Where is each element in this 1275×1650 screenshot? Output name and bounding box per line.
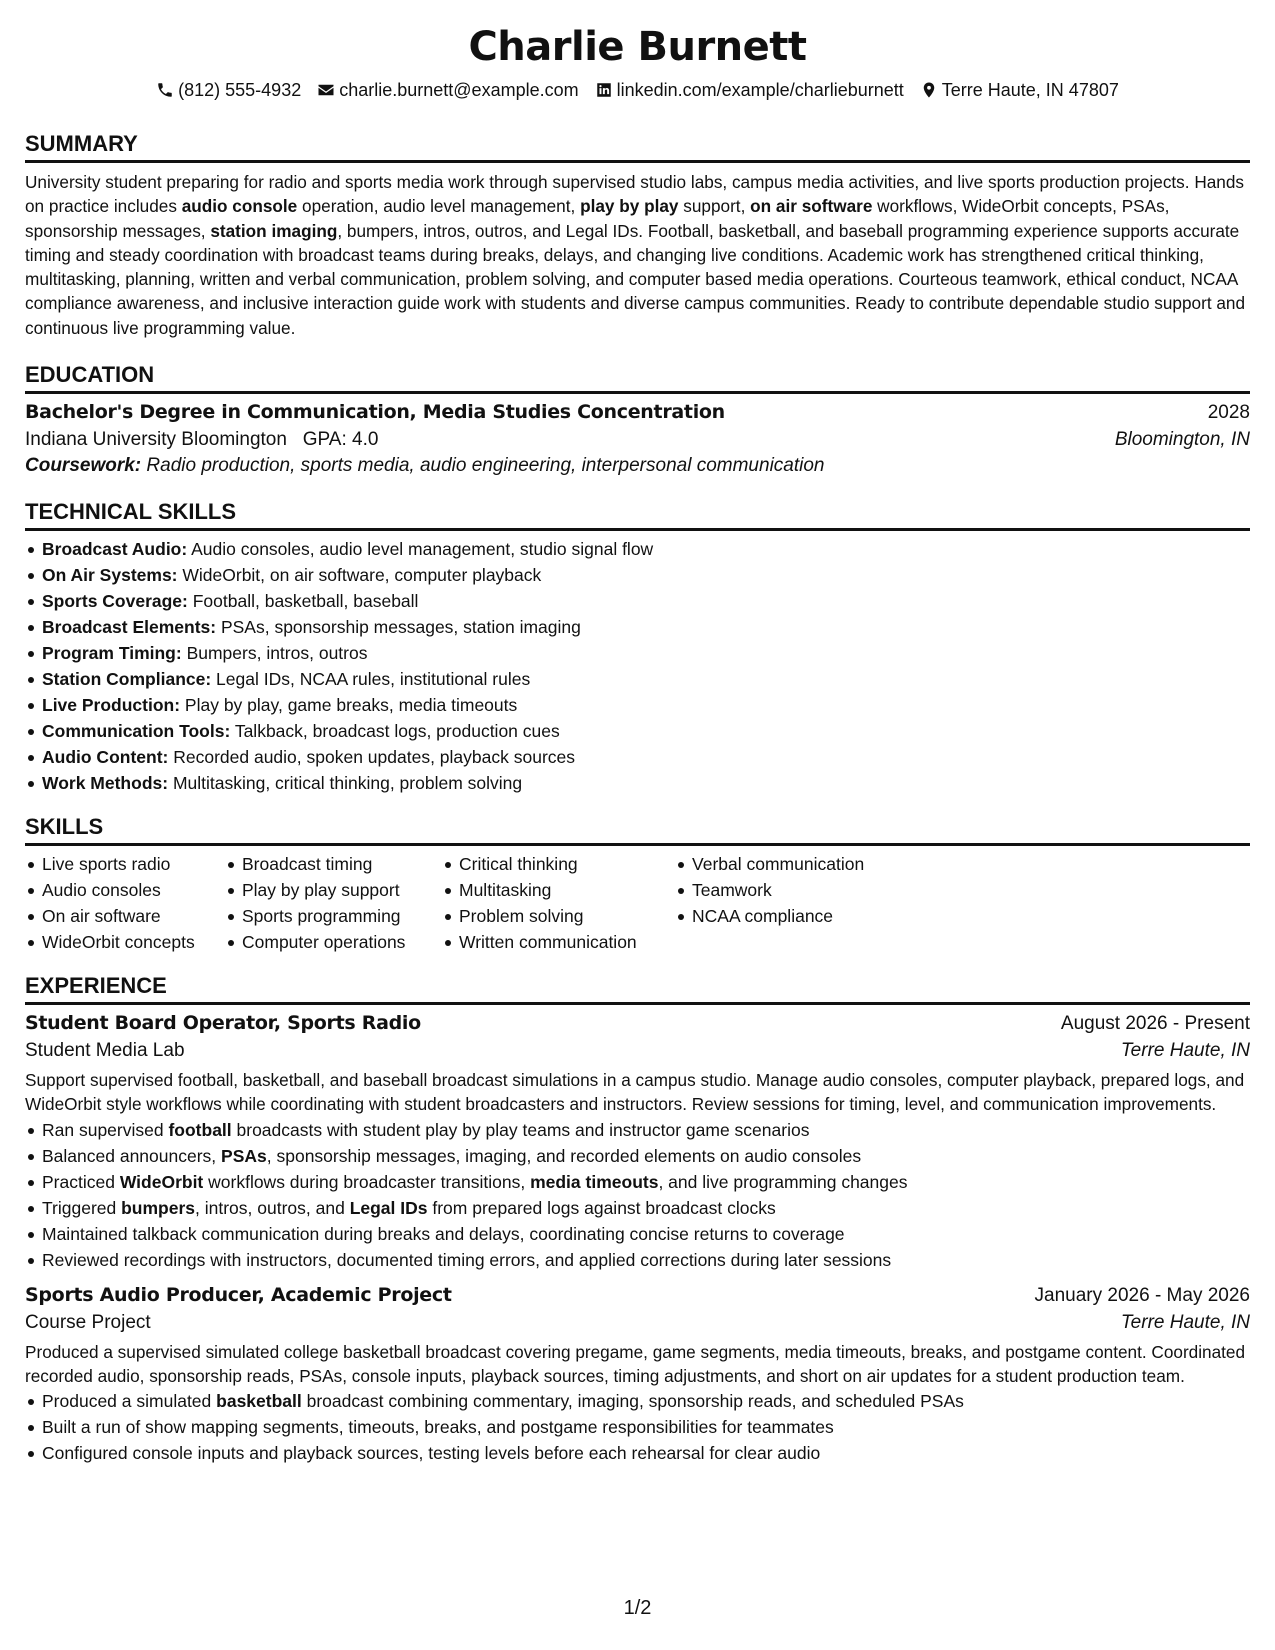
candidate-name: Charlie Burnett [468,24,807,70]
linkedin-link[interactable]: linkedin.com/example/charlieburnett [616,80,904,100]
bold-text: bumpers [121,1197,196,1218]
text-run: broadcast combining commentary, imaging, sponsorship reads, and scheduled PSAs [301,1391,964,1412]
bold-text: station imaging [210,220,338,241]
text-run: broadcasts with student play by play teams and instructor game scenarios [231,1119,810,1140]
bold-text: PSAs [221,1145,267,1166]
degree-title: Bachelor's Degree in Communication, Media Studies Concentration [25,401,725,424]
phone-icon [156,81,174,99]
job-bullet [25,1247,1250,1273]
contact-location [920,78,1119,102]
contact-linkedin[interactable] [595,78,904,102]
location-text: Terre Haute, IN 47807 [941,80,1119,100]
contact-bar [25,78,1250,102]
bold-text: football [168,1119,232,1140]
technical-skill-item [25,614,1250,640]
email-link[interactable]: charlie.burnett@example.com [339,80,579,100]
coursework-text: Radio production, sports media, audio engineering, interpersonal communication [146,455,825,477]
job-dates: August 2026 - Present [1060,1013,1250,1035]
job-location: Terre Haute, IN [1120,1311,1250,1333]
skill-item: Computer operations [225,929,442,955]
skill-item: NCAA compliance [675,903,935,929]
text-run: Built a run of show mapping segments, timeouts, breaks, and postgame responsibilities for teammates [42,1417,834,1438]
skill-text: Recorded audio, spoken updates, playback sources [168,747,576,768]
text-run: workflows, WideOrbit concepts, PSAs, sponsorship messages, [25,196,1170,241]
skill-item: Live sports radio [25,851,225,877]
skill-item: Broadcast timing [225,851,442,877]
skill-text: WideOrbit, on air software, computer playback [177,565,542,586]
text-run: Produced a simulated [42,1391,217,1412]
technical-skill-item [25,666,1250,692]
skill-text: Legal IDs, NCAA rules, institutional rules [211,669,531,690]
skill-item: Written communication [442,929,675,955]
skill-item: Play by play support [225,877,442,903]
technical-skill-item [25,744,1250,770]
coursework [25,455,1250,477]
job-bullet [25,1117,1250,1143]
skill-item: Audio consoles [25,877,225,903]
education-entry [25,401,1250,477]
technical-skill-item [25,770,1250,796]
skill-label: Work Methods: [42,773,169,794]
text-run: , and live programming changes [658,1171,908,1192]
technical-skills-heading: TECHNICAL SKILLS [25,497,1250,531]
summary-heading: SUMMARY [25,129,1250,163]
bold-text: play by play [580,196,679,217]
job-bullet [25,1195,1250,1221]
technical-skill-item [25,640,1250,666]
text-run: , bumpers, intros, outros, and Legal IDs. Football, basketball, and baseball programming experience supports accurate timing and steady coordination with broadcast teams during breaks, delays, and changing live conditions. Academic work has strengthened critical thinking, multitasking, planning, written and verbal communication, problem solving, and computer based media operations. Courteous teamwork, ethical conduct, NCAA compliance awareness, and inclusive interaction guide work with students and diverse campus communities. Ready to contribute dependable studio support and continuous live programming value. [25,220,1246,338]
education-heading: EDUCATION [25,360,1250,394]
skill-item: Multitasking [442,877,675,903]
job-bullet [25,1440,1250,1466]
school-location: Bloomington, IN [1114,429,1250,451]
skill-text: PSAs, sponsorship messages, station imaging [216,617,581,638]
skill-item: WideOrbit concepts [25,929,225,955]
school-name [25,429,378,451]
technical-skill-item [25,588,1250,614]
skill-label: Live Production: [42,695,181,716]
skill-text: Play by play, game breaks, media timeouts [180,695,518,716]
skill-label: Broadcast Elements: [42,617,217,638]
job-description: Support supervised football, basketball, and baseball broadcast simulations in a campus studio. Manage audio consoles, computer playback, prepared logs, and WideOrbit style workflows while coordinating with student broadcasters and instructors. Review sessions for timing, level, and communication improvements. [25,1070,1245,1115]
bold-text: on air software [750,196,873,217]
contact-email[interactable] [317,78,578,102]
experience-heading: EXPERIENCE [25,971,1250,1005]
technical-skills-list [25,536,1250,796]
skill-item: On air software [25,903,225,929]
school-text: Indiana University Bloomington [25,429,287,451]
skill-item: Problem solving [442,903,675,929]
job-entry [25,1012,1250,1273]
bold-text: media timeouts [530,1171,659,1192]
phone-text: (812) 555-4932 [178,80,302,100]
text-run: University student preparing for radio and sports media work through supervised studio labs, campus media activities, and live sports production projects. Hands on practice includes [25,172,1245,217]
skills-column [25,851,225,955]
contact-phone [156,78,301,102]
gpa-text: GPA: 4.0 [302,429,379,451]
technical-skill-item [25,692,1250,718]
job-bullets [25,1388,1250,1466]
text-run: support, [678,196,751,217]
skill-label: Station Compliance: [42,669,212,690]
job-bullet [25,1414,1250,1440]
text-run: Balanced announcers, [42,1145,222,1166]
job-bullet [25,1143,1250,1169]
skill-label: Audio Content: [42,747,169,768]
map-pin-icon [920,81,938,99]
job-title: Sports Audio Producer, Academic Project [25,1283,452,1306]
skill-item: Critical thinking [442,851,675,877]
coursework-label: Coursework: [25,455,142,477]
skills-column [225,851,442,955]
job-entry [25,1284,1250,1467]
text-run: from prepared logs against broadcast clocks [427,1197,776,1218]
graduation-year: 2028 [1207,402,1250,424]
technical-skill-item [25,562,1250,588]
job-location: Terre Haute, IN [1120,1040,1250,1062]
skills-grid [25,851,1250,955]
skill-label: Broadcast Audio: [42,539,188,560]
skill-text: Talkback, broadcast logs, production cues [230,721,560,742]
skills-column [675,851,935,955]
bold-text: audio console [181,196,298,217]
text-run: Practiced [42,1171,120,1192]
text-run: Ran supervised [42,1119,169,1140]
job-title: Student Board Operator, Sports Radio [25,1012,421,1035]
technical-skill-item [25,718,1250,744]
text-run: , sponsorship messages, imaging, and recorded elements on audio consoles [266,1145,862,1166]
skill-label: Program Timing: [42,643,182,664]
job-bullet [25,1221,1250,1247]
skill-item: Verbal communication [675,851,935,877]
skill-item: Sports programming [225,903,442,929]
bold-text: Legal IDs [349,1197,428,1218]
skill-text: Bumpers, intros, outros [181,643,368,664]
page-number: 1/2 [623,1597,652,1619]
job-bullet [25,1169,1250,1195]
experience-list [25,1012,1250,1466]
job-bullets [25,1117,1250,1273]
text-run: operation, audio level management, [297,196,581,217]
text-run: Triggered [42,1197,122,1218]
skills-heading: SKILLS [25,812,1250,846]
bold-text: WideOrbit [119,1171,204,1192]
skills-column [442,851,675,955]
text-run: workflows during broadcaster transitions, [203,1171,531,1192]
skill-label: On Air Systems: [42,565,178,586]
text-run: , intros, outros, and [195,1197,350,1218]
envelope-icon [317,81,335,99]
skill-label: Sports Coverage: [42,591,188,612]
job-organization: Student Media Lab [25,1040,185,1062]
job-bullet [25,1388,1250,1414]
summary-text [25,170,1250,340]
linkedin-icon [595,81,613,99]
skill-text: Audio consoles, audio level management, studio signal flow [187,539,654,560]
skill-label: Communication Tools: [42,721,231,742]
text-run: Configured console inputs and playback sources, testing levels before each rehearsal for clear audio [42,1443,821,1464]
skill-text: Football, basketball, baseball [187,591,419,612]
text-run: Reviewed recordings with instructors, documented timing errors, and applied corrections during later sessions [42,1249,892,1270]
job-dates: January 2026 - May 2026 [1034,1284,1250,1306]
skill-item: Teamwork [675,877,935,903]
job-organization: Course Project [25,1311,151,1333]
job-description: Produced a supervised simulated college basketball broadcast covering pregame, game segments, media timeouts, breaks, and postgame content. Coordinated recorded audio, sponsorship reads, PSAs, console inputs, playback sources, timing adjustments, and short on air updates for a student production team. [25,1341,1246,1386]
resume-page [25,20,1250,1466]
text-run: Maintained talkback communication during breaks and delays, coordinating concise returns to coverage [42,1223,845,1244]
skill-text: Multitasking, critical thinking, problem solving [168,773,523,794]
technical-skill-item [25,536,1250,562]
bold-text: basketball [216,1391,302,1412]
